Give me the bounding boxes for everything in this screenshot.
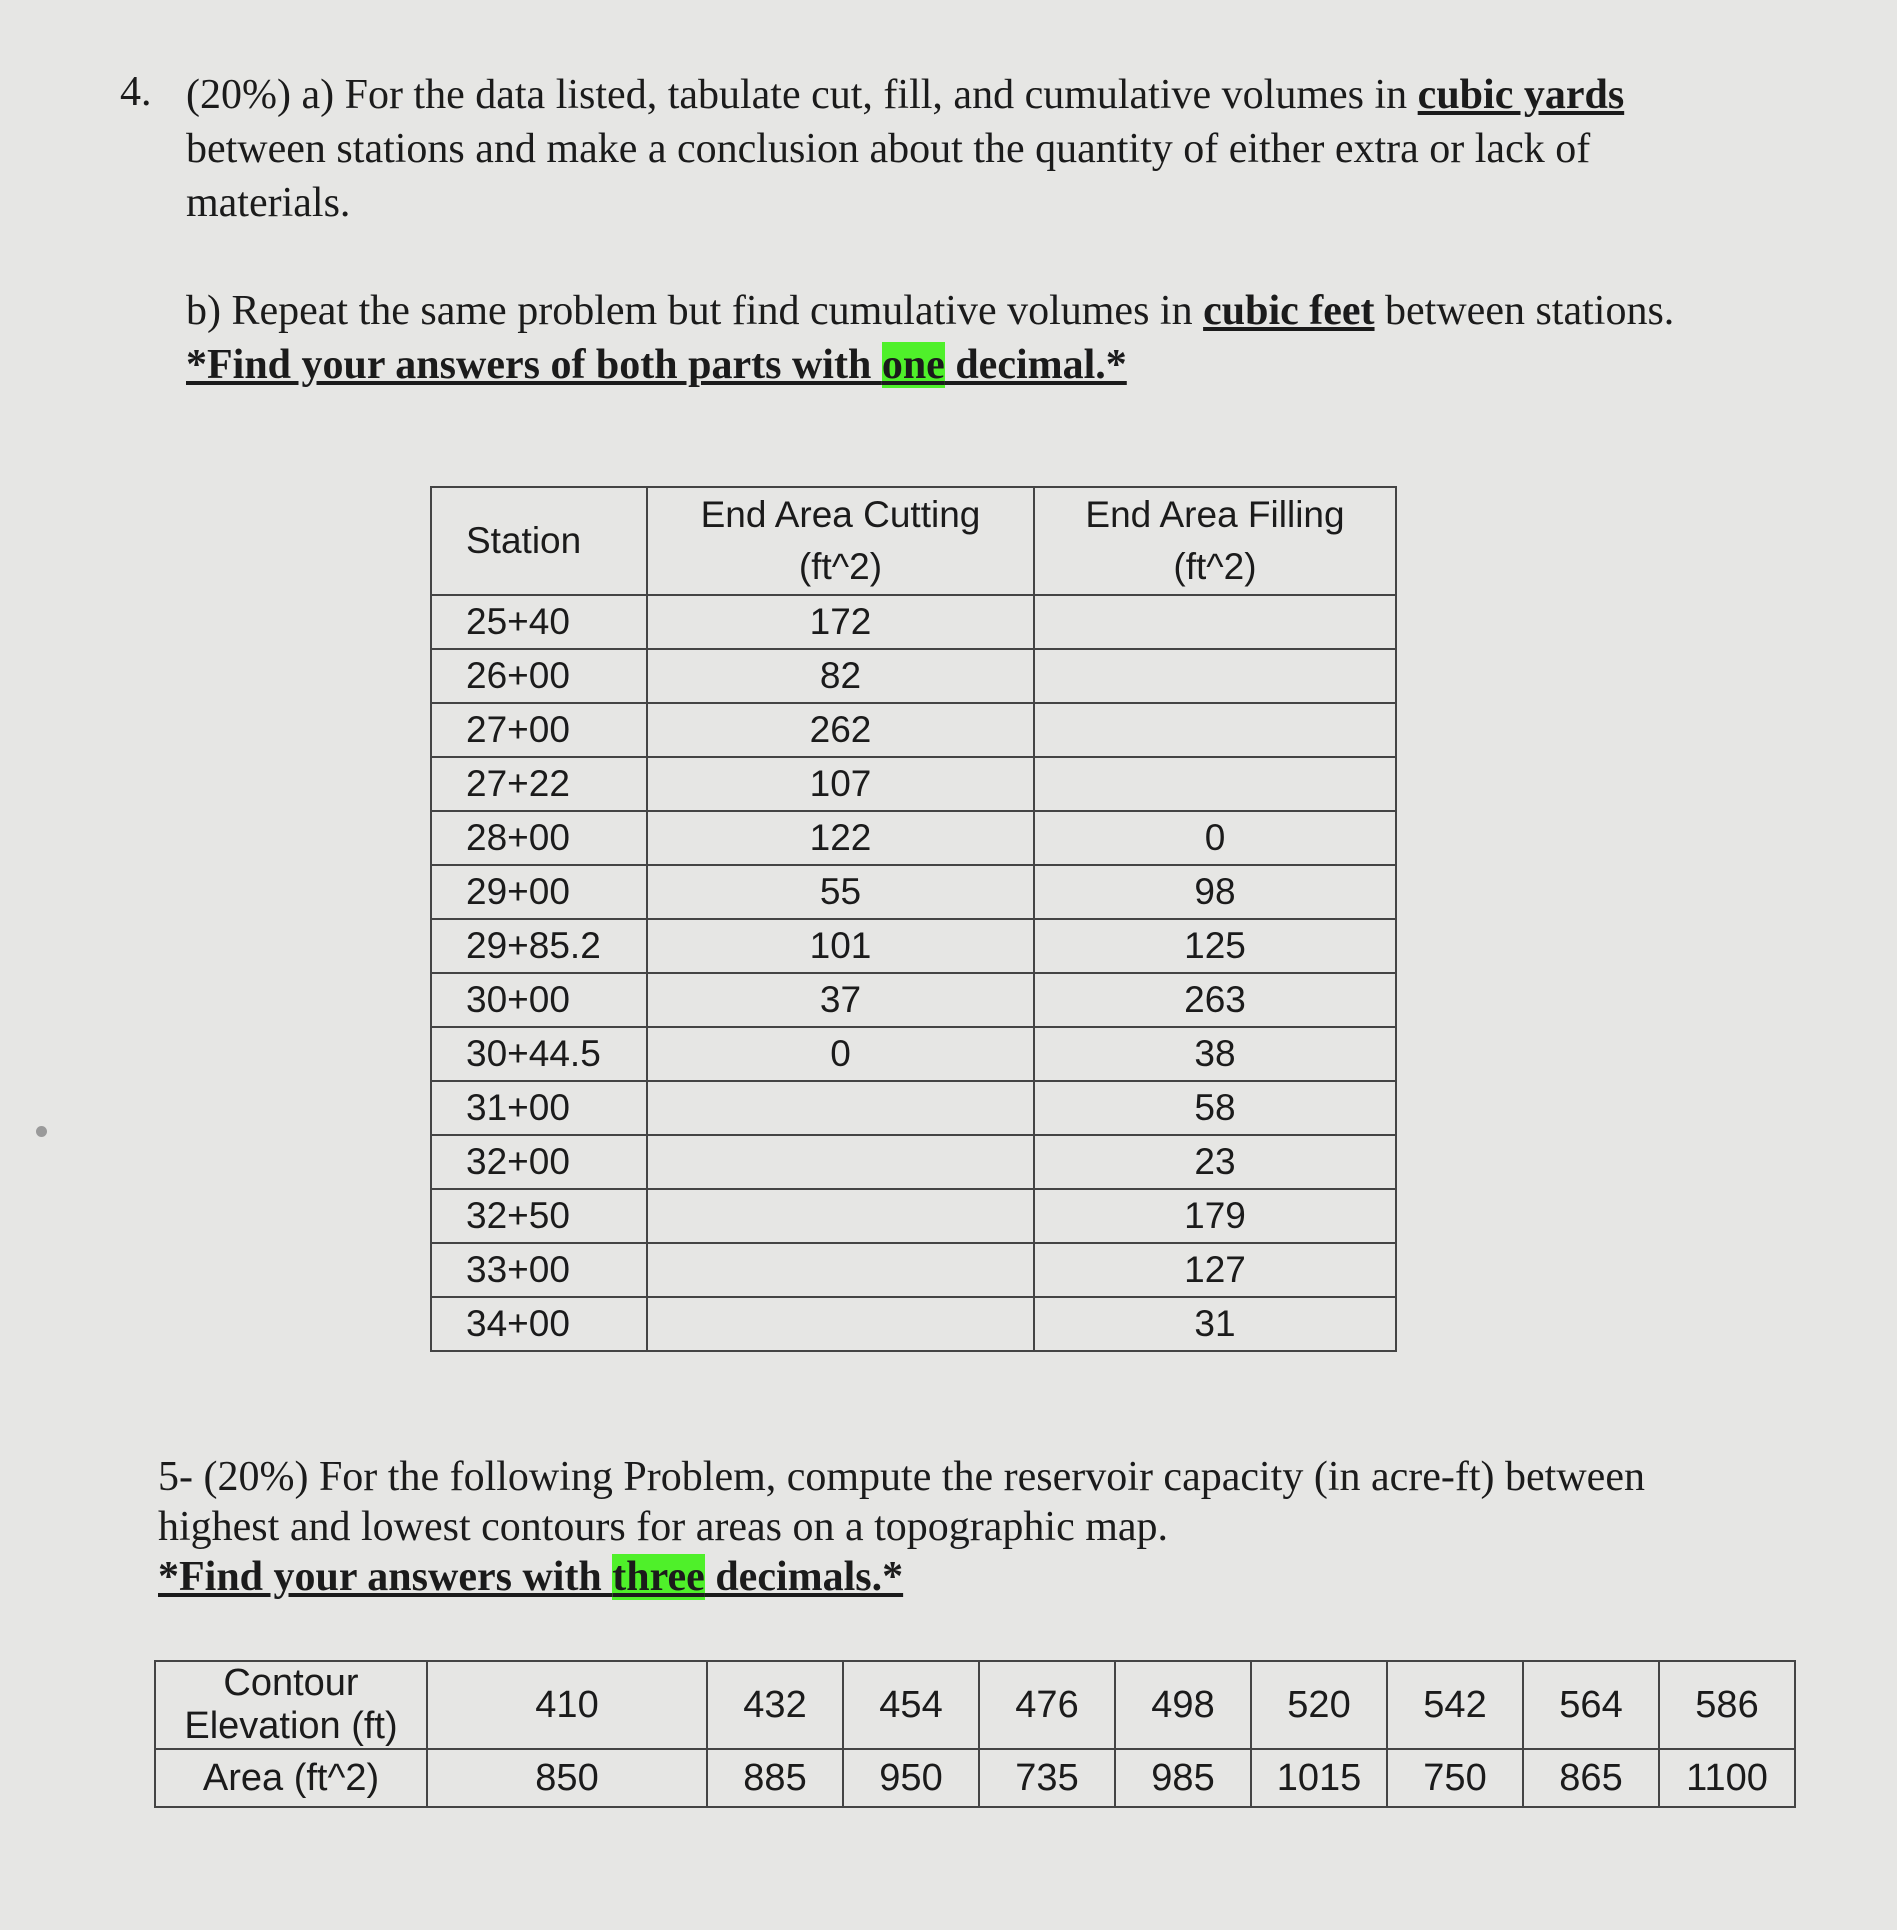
header-station: Station — [431, 487, 647, 595]
station-cell: 28+00 — [431, 811, 647, 865]
table-row — [431, 649, 1396, 703]
area-cell: 1100 — [1659, 1749, 1795, 1807]
q5-instruction: *Find your answers with three decimals.* — [158, 1554, 904, 1600]
station-cell: 29+85.2 — [431, 919, 647, 973]
area-cell: 885 — [707, 1749, 843, 1807]
cutting-cell: 262 — [647, 703, 1034, 757]
elevation-cell: 454 — [843, 1661, 979, 1749]
table-row — [431, 1027, 1396, 1081]
station-cell: 32+00 — [431, 1135, 647, 1189]
filling-cell: 127 — [1034, 1243, 1396, 1297]
elevation-cell: 410 — [427, 1661, 707, 1749]
elevation-cell: 520 — [1251, 1661, 1387, 1749]
filling-cell: 125 — [1034, 919, 1396, 973]
table-row — [431, 595, 1396, 649]
margin-dot — [36, 1126, 47, 1137]
table-row — [431, 1243, 1396, 1297]
filling-cell: 0 — [1034, 811, 1396, 865]
station-cell: 32+50 — [431, 1189, 647, 1243]
table-row — [431, 973, 1396, 1027]
station-cell: 27+00 — [431, 703, 647, 757]
elevation-cell: 564 — [1523, 1661, 1659, 1749]
cutting-cell — [647, 1135, 1034, 1189]
station-cell: 33+00 — [431, 1243, 647, 1297]
area-row — [155, 1749, 1795, 1807]
cutting-cell — [647, 1243, 1034, 1297]
area-cell: 1015 — [1251, 1749, 1387, 1807]
cutting-cell: 55 — [647, 865, 1034, 919]
station-cell: 29+00 — [431, 865, 647, 919]
filling-cell — [1034, 757, 1396, 811]
cutting-cell: 0 — [647, 1027, 1034, 1081]
cutting-cell: 107 — [647, 757, 1034, 811]
area-cell: 750 — [1387, 1749, 1523, 1807]
elevation-row — [155, 1661, 1795, 1749]
area-cell: 950 — [843, 1749, 979, 1807]
filling-cell: 23 — [1034, 1135, 1396, 1189]
question-4 — [120, 68, 1700, 392]
cutting-cell: 37 — [647, 973, 1034, 1027]
highlight-three: three — [612, 1554, 705, 1600]
question-5 — [158, 1452, 1718, 1602]
unit-cubic-feet: cubic feet — [1203, 288, 1375, 334]
filling-cell: 263 — [1034, 973, 1396, 1027]
station-cell: 30+00 — [431, 973, 647, 1027]
cutting-cell: 122 — [647, 811, 1034, 865]
cutting-cell — [647, 1189, 1034, 1243]
header-cutting: End Area Cutting (ft^2) — [647, 487, 1034, 595]
table-header-row — [431, 487, 1396, 595]
table-row — [431, 811, 1396, 865]
elevation-cell: 432 — [707, 1661, 843, 1749]
question-number: 4. — [120, 69, 152, 115]
contour-table — [154, 1660, 1796, 1808]
station-cell: 26+00 — [431, 649, 647, 703]
cutting-cell — [647, 1081, 1034, 1135]
elevation-cell: 476 — [979, 1661, 1115, 1749]
table-row — [431, 1081, 1396, 1135]
filling-cell — [1034, 595, 1396, 649]
station-cell: 34+00 — [431, 1297, 647, 1351]
cutting-cell: 82 — [647, 649, 1034, 703]
header-filling: End Area Filling (ft^2) — [1034, 487, 1396, 595]
filling-cell: 31 — [1034, 1297, 1396, 1351]
elevation-label: Contour Elevation (ft) — [155, 1661, 427, 1749]
station-cell: 30+44.5 — [431, 1027, 647, 1081]
filling-cell — [1034, 703, 1396, 757]
table-row — [431, 919, 1396, 973]
cutting-cell — [647, 1297, 1034, 1351]
area-cell: 985 — [1115, 1749, 1251, 1807]
table-row — [431, 1297, 1396, 1351]
table-row — [431, 1135, 1396, 1189]
highlight-one: one — [881, 342, 945, 388]
area-cell: 865 — [1523, 1749, 1659, 1807]
elevation-cell: 586 — [1659, 1661, 1795, 1749]
end-area-table — [430, 486, 1397, 1352]
q5-text: 5- (20%) For the following Problem, compute the reservoir capacity (in acre-ft) between highest and lowest contours for areas on a topographic map. — [158, 1454, 1645, 1550]
station-cell: 25+40 — [431, 595, 647, 649]
unit-cubic-yards: cubic yards — [1417, 72, 1625, 118]
filling-cell: 179 — [1034, 1189, 1396, 1243]
table-row — [431, 757, 1396, 811]
station-cell: 27+22 — [431, 757, 647, 811]
filling-cell: 38 — [1034, 1027, 1396, 1081]
table-row — [431, 703, 1396, 757]
part-a-text: (20%) a) For the data listed, tabulate cut, fill, and cumulative volumes in cubic yards between stations and make a conclusion about the quantity of either extra or lack of materials. — [186, 72, 1625, 226]
area-cell: 850 — [427, 1749, 707, 1807]
cutting-cell: 172 — [647, 595, 1034, 649]
table-row — [431, 865, 1396, 919]
filling-cell: 98 — [1034, 865, 1396, 919]
cutting-cell: 101 — [647, 919, 1034, 973]
area-cell: 735 — [979, 1749, 1115, 1807]
q4-instruction: *Find your answers of both parts with one decimal.* — [186, 342, 1127, 388]
table-row — [431, 1189, 1396, 1243]
part-b-text: b) Repeat the same problem but find cumulative volumes in cubic feet between stations. — [186, 288, 1675, 334]
elevation-cell: 542 — [1387, 1661, 1523, 1749]
elevation-cell: 498 — [1115, 1661, 1251, 1749]
filling-cell — [1034, 649, 1396, 703]
area-label: Area (ft^2) — [155, 1749, 427, 1807]
filling-cell: 58 — [1034, 1081, 1396, 1135]
station-cell: 31+00 — [431, 1081, 647, 1135]
